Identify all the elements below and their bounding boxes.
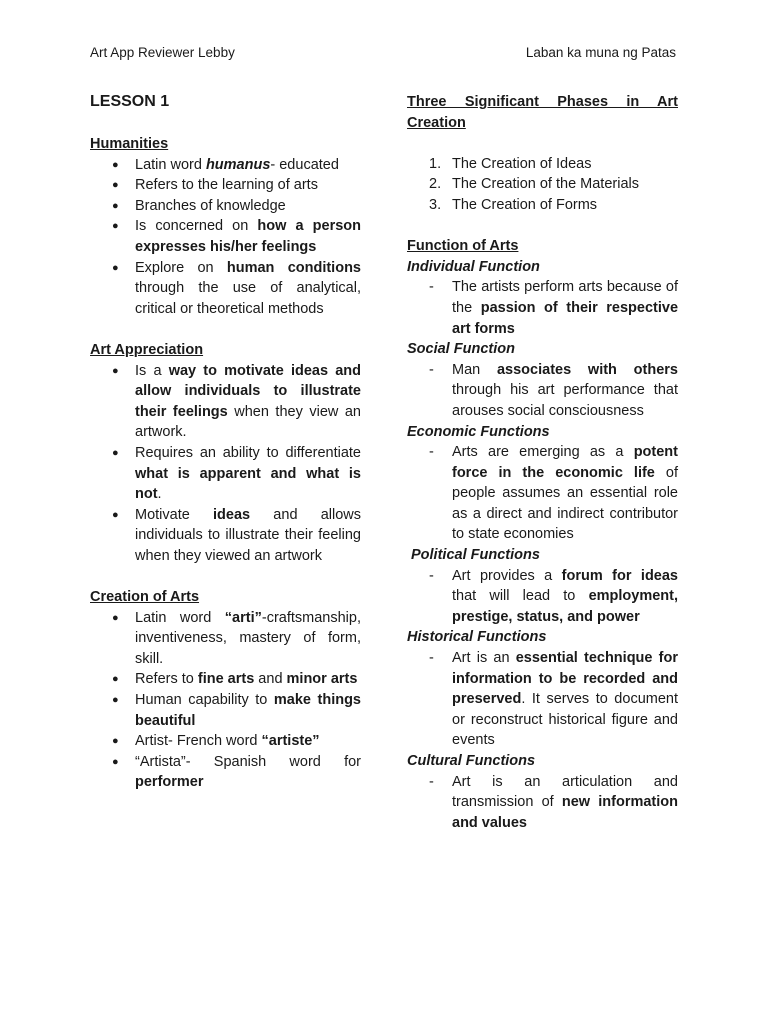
right-column (407, 92, 678, 833)
lesson-title: LESSON 1 (90, 93, 170, 110)
function-of-arts-title: Function of Arts (407, 238, 519, 255)
list-item: ● Explore on human conditions through the use of analytical, critical or theoretical methods (90, 258, 361, 320)
creation-of-arts-title: Creation of Arts (90, 589, 200, 606)
cultural-functions-list (407, 772, 678, 834)
list-item: ● “Artista”- Spanish word for performer (90, 752, 361, 793)
list-item: - Art is an essential technique for information to be recorded and preserved. It serves to document or reconstruct historical figure and events (407, 648, 678, 751)
header-left: Art App Reviewer Lebby (90, 45, 235, 60)
list-item: ● Latin word “arti”-craftsmanship, inventiveness, mastery of form, skill. (90, 608, 361, 670)
economic-functions-list (407, 442, 678, 545)
phases-list (407, 154, 678, 216)
list-item: 3. The Creation of Forms (429, 196, 598, 213)
individual-function-title: Individual Function (407, 258, 540, 275)
list-item: - Art provides a forum for ideas that will lead to employment, prestige, status, and power (407, 566, 678, 628)
creation-of-arts-list (90, 608, 361, 793)
list-item: - Man associates with others through his art performance that arouses social consciousness (407, 360, 678, 422)
list-item: ● Motivate ideas and allows individuals to illustrate their feeling when they viewed an artwork (90, 505, 361, 567)
phases-title: Three Significant Phases in Art Creation (407, 94, 678, 131)
header-right: Laban ka muna ng Patas (525, 45, 676, 60)
art-appreciation-list (90, 361, 361, 567)
list-item: ● Is concerned on how a person expresses his/her feelings (90, 216, 361, 257)
list-item: ● Requires an ability to differentiate what is apparent and what is not. (90, 443, 361, 505)
list-item: ● Branches of knowledge (90, 196, 361, 217)
cultural-functions-title: Cultural Functions (407, 753, 536, 769)
humanities-list (90, 155, 361, 320)
individual-function-list (407, 277, 678, 339)
political-functions-list (407, 566, 678, 628)
list-item: 1. The Creation of Ideas (429, 155, 592, 172)
list-item: - The artists perform arts because of the passion of their respective art forms (407, 277, 678, 339)
humanities-title: Humanities (90, 136, 169, 152)
left-column (90, 92, 361, 793)
political-functions-title: Political Functions (411, 547, 540, 564)
list-item: ● Latin word humanus- educated (90, 155, 361, 176)
art-appreciation-title: Art Appreciation (90, 341, 204, 358)
list-item: ● Human capability to make things beautiful (90, 690, 361, 731)
list-item: ● Is a way to motivate ideas and allow individuals to illustrate their feelings when they view an artwork. (90, 361, 361, 443)
list-item: - Art is an articulation and transmission of new information and values (407, 772, 678, 834)
list-item: ● Artist- French word “artiste” (90, 731, 361, 752)
historical-functions-title: Historical Functions (407, 629, 547, 646)
economic-functions-title: Economic Functions (407, 423, 550, 440)
list-item: 2. The Creation of the Materials (429, 176, 639, 193)
list-item: ● Refers to fine arts and minor arts (90, 669, 361, 690)
list-item: - Arts are emerging as a potent force in the economic life of people assumes an essential role as a direct and indirect contributor to state economies (407, 442, 678, 545)
social-function-list (407, 360, 678, 422)
list-item: ● Refers to the learning of arts (90, 175, 361, 196)
historical-functions-list (407, 648, 678, 751)
social-function-title: Social Function (407, 341, 515, 358)
